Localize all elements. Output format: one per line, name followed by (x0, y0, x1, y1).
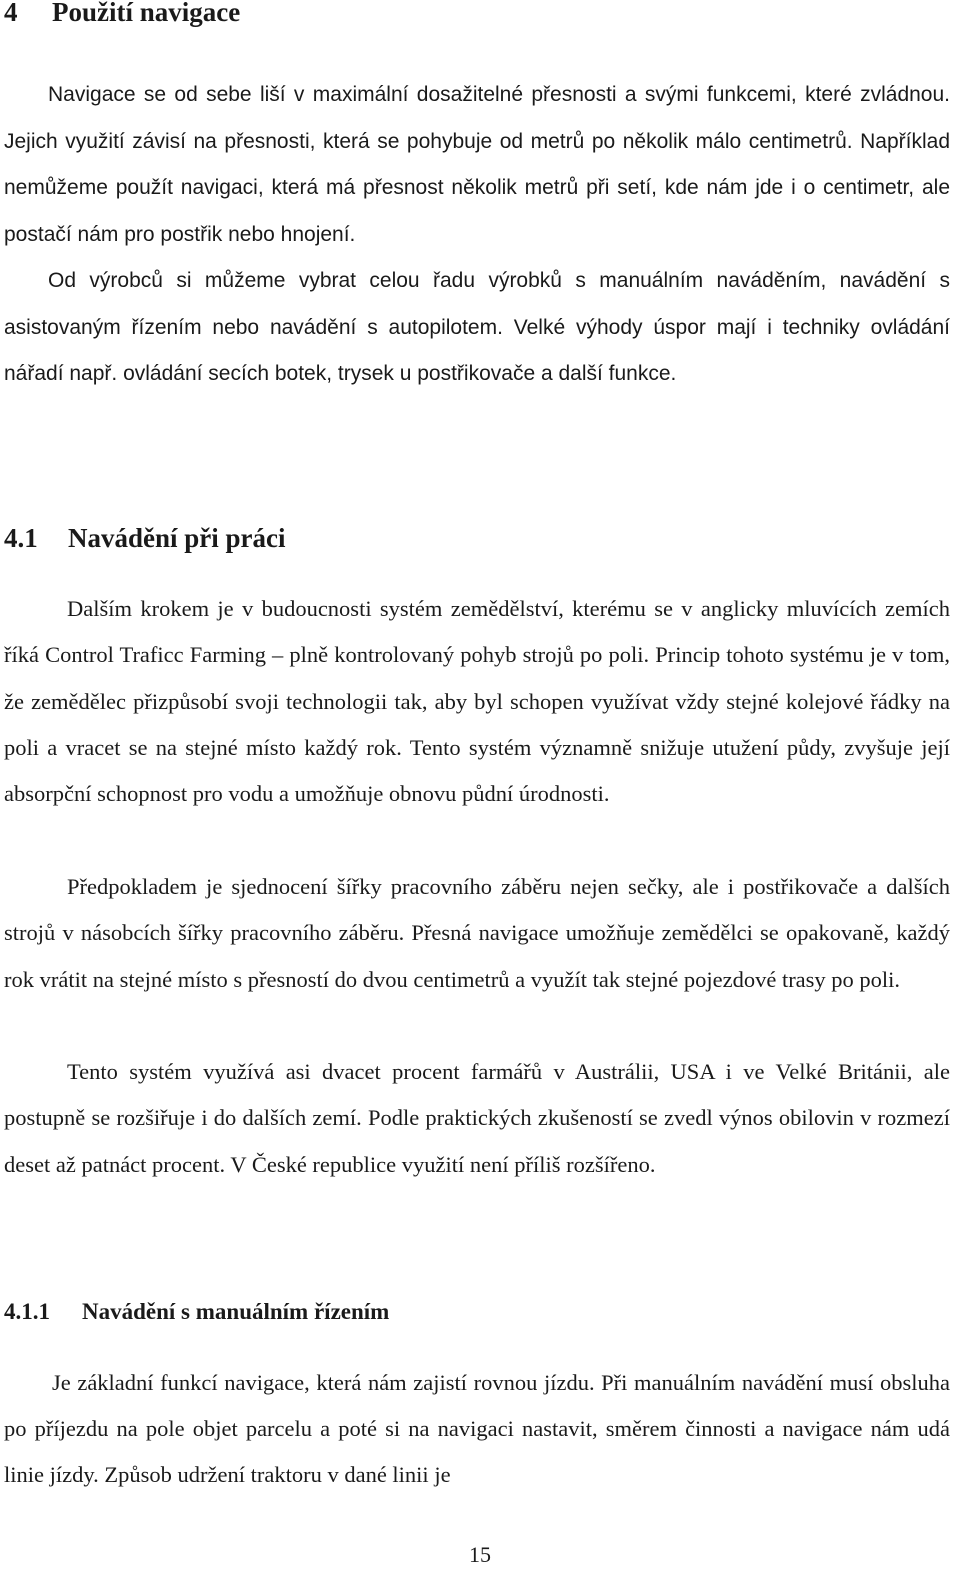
chapter-title: Použití navigace (52, 0, 241, 27)
section-paragraph-1: Dalším krokem je v budoucnosti systém zemědělství, kterému se v anglicky mluvících zemích říká Control Traficc Farming – plně kontrolovaný pohyb strojů po poli. Princip tohoto systému je v tom, že zemědělec přizpůsobí svoji technologii tak, aby byl schopen využívat vždy stejné kolejové řádky na poli a vracet se na stejné místo každý rok. Tento systém významně snižuje utužení půdy, zvyšuje její absorpční schopnost pro vodu a umožňuje obnovu půdní úrodnosti. (4, 596, 950, 807)
intro-paragraph-1: Navigace se od sebe liší v maximální dosažitelné přesnosti a svými funkcemi, které zvládnou. Jejich využití závisí na přesnosti, která se pohybuje od metrů po několik málo centimetrů. Například nemůžeme použít navigaci, která má přesnost několik metrů při setí, kde nám jde i o centimetr, ale postačí nám pro postřik nebo hnojení. (4, 83, 950, 247)
subsection-paragraph-1: Je základní funkcí navigace, která nám zajistí rovnou jízdu. Při manuálním navádění musí obsluha po příjezdu na pole objet parcelu a poté si na navigaci nastavit, směrem činnosti a navigace nám udá linie jízdy. Způsob udržení traktoru v dané linii je (4, 1370, 950, 1487)
chapter-heading (4, 0, 240, 30)
intro-paragraph-2: Od výrobců si můžeme vybrat celou řadu výrobků s manuálním naváděním, navádění s asistovaným řízením nebo navádění s autopilotem. Velké výhody úspor mají i techniky ovládání nářadí např. ovládání secích botek, trysek u postřikovače a další funkce. (4, 269, 950, 386)
page-number: 15 (469, 1542, 491, 1567)
section-title: Navádění při práci (68, 523, 286, 553)
chapter-number: 4 (4, 0, 18, 27)
subsection-title: Navádění s manuálním řízením (82, 1299, 390, 1324)
section-paragraph-2: Předpokladem je sjednocení šířky pracovního záběru nejen sečky, ale i postřikovače a dalších strojů v násobcích šířky pracovního záběru. Přesná navigace umožňuje zemědělci se opakovaně, každý rok vrátit na stejné místo s přesností do dvou centimetrů a využít tak stejné pojezdové trasy po poli. (4, 874, 950, 992)
subsection-number: 4.1.1 (4, 1299, 50, 1324)
section-number: 4.1 (4, 523, 38, 553)
subsection-heading (4, 1296, 389, 1328)
section-heading (4, 520, 286, 556)
section-paragraph-3: Tento systém využívá asi dvacet procent farmářů v Austrálii, USA i ve Velké Británii, ale postupně se rozšiřuje i do dalších zemí. Podle praktických zkušeností se zvedl výnos obilovin v rozmezí deset až patnáct procent. V České republice využití není příliš rozšířeno. (4, 1059, 950, 1177)
